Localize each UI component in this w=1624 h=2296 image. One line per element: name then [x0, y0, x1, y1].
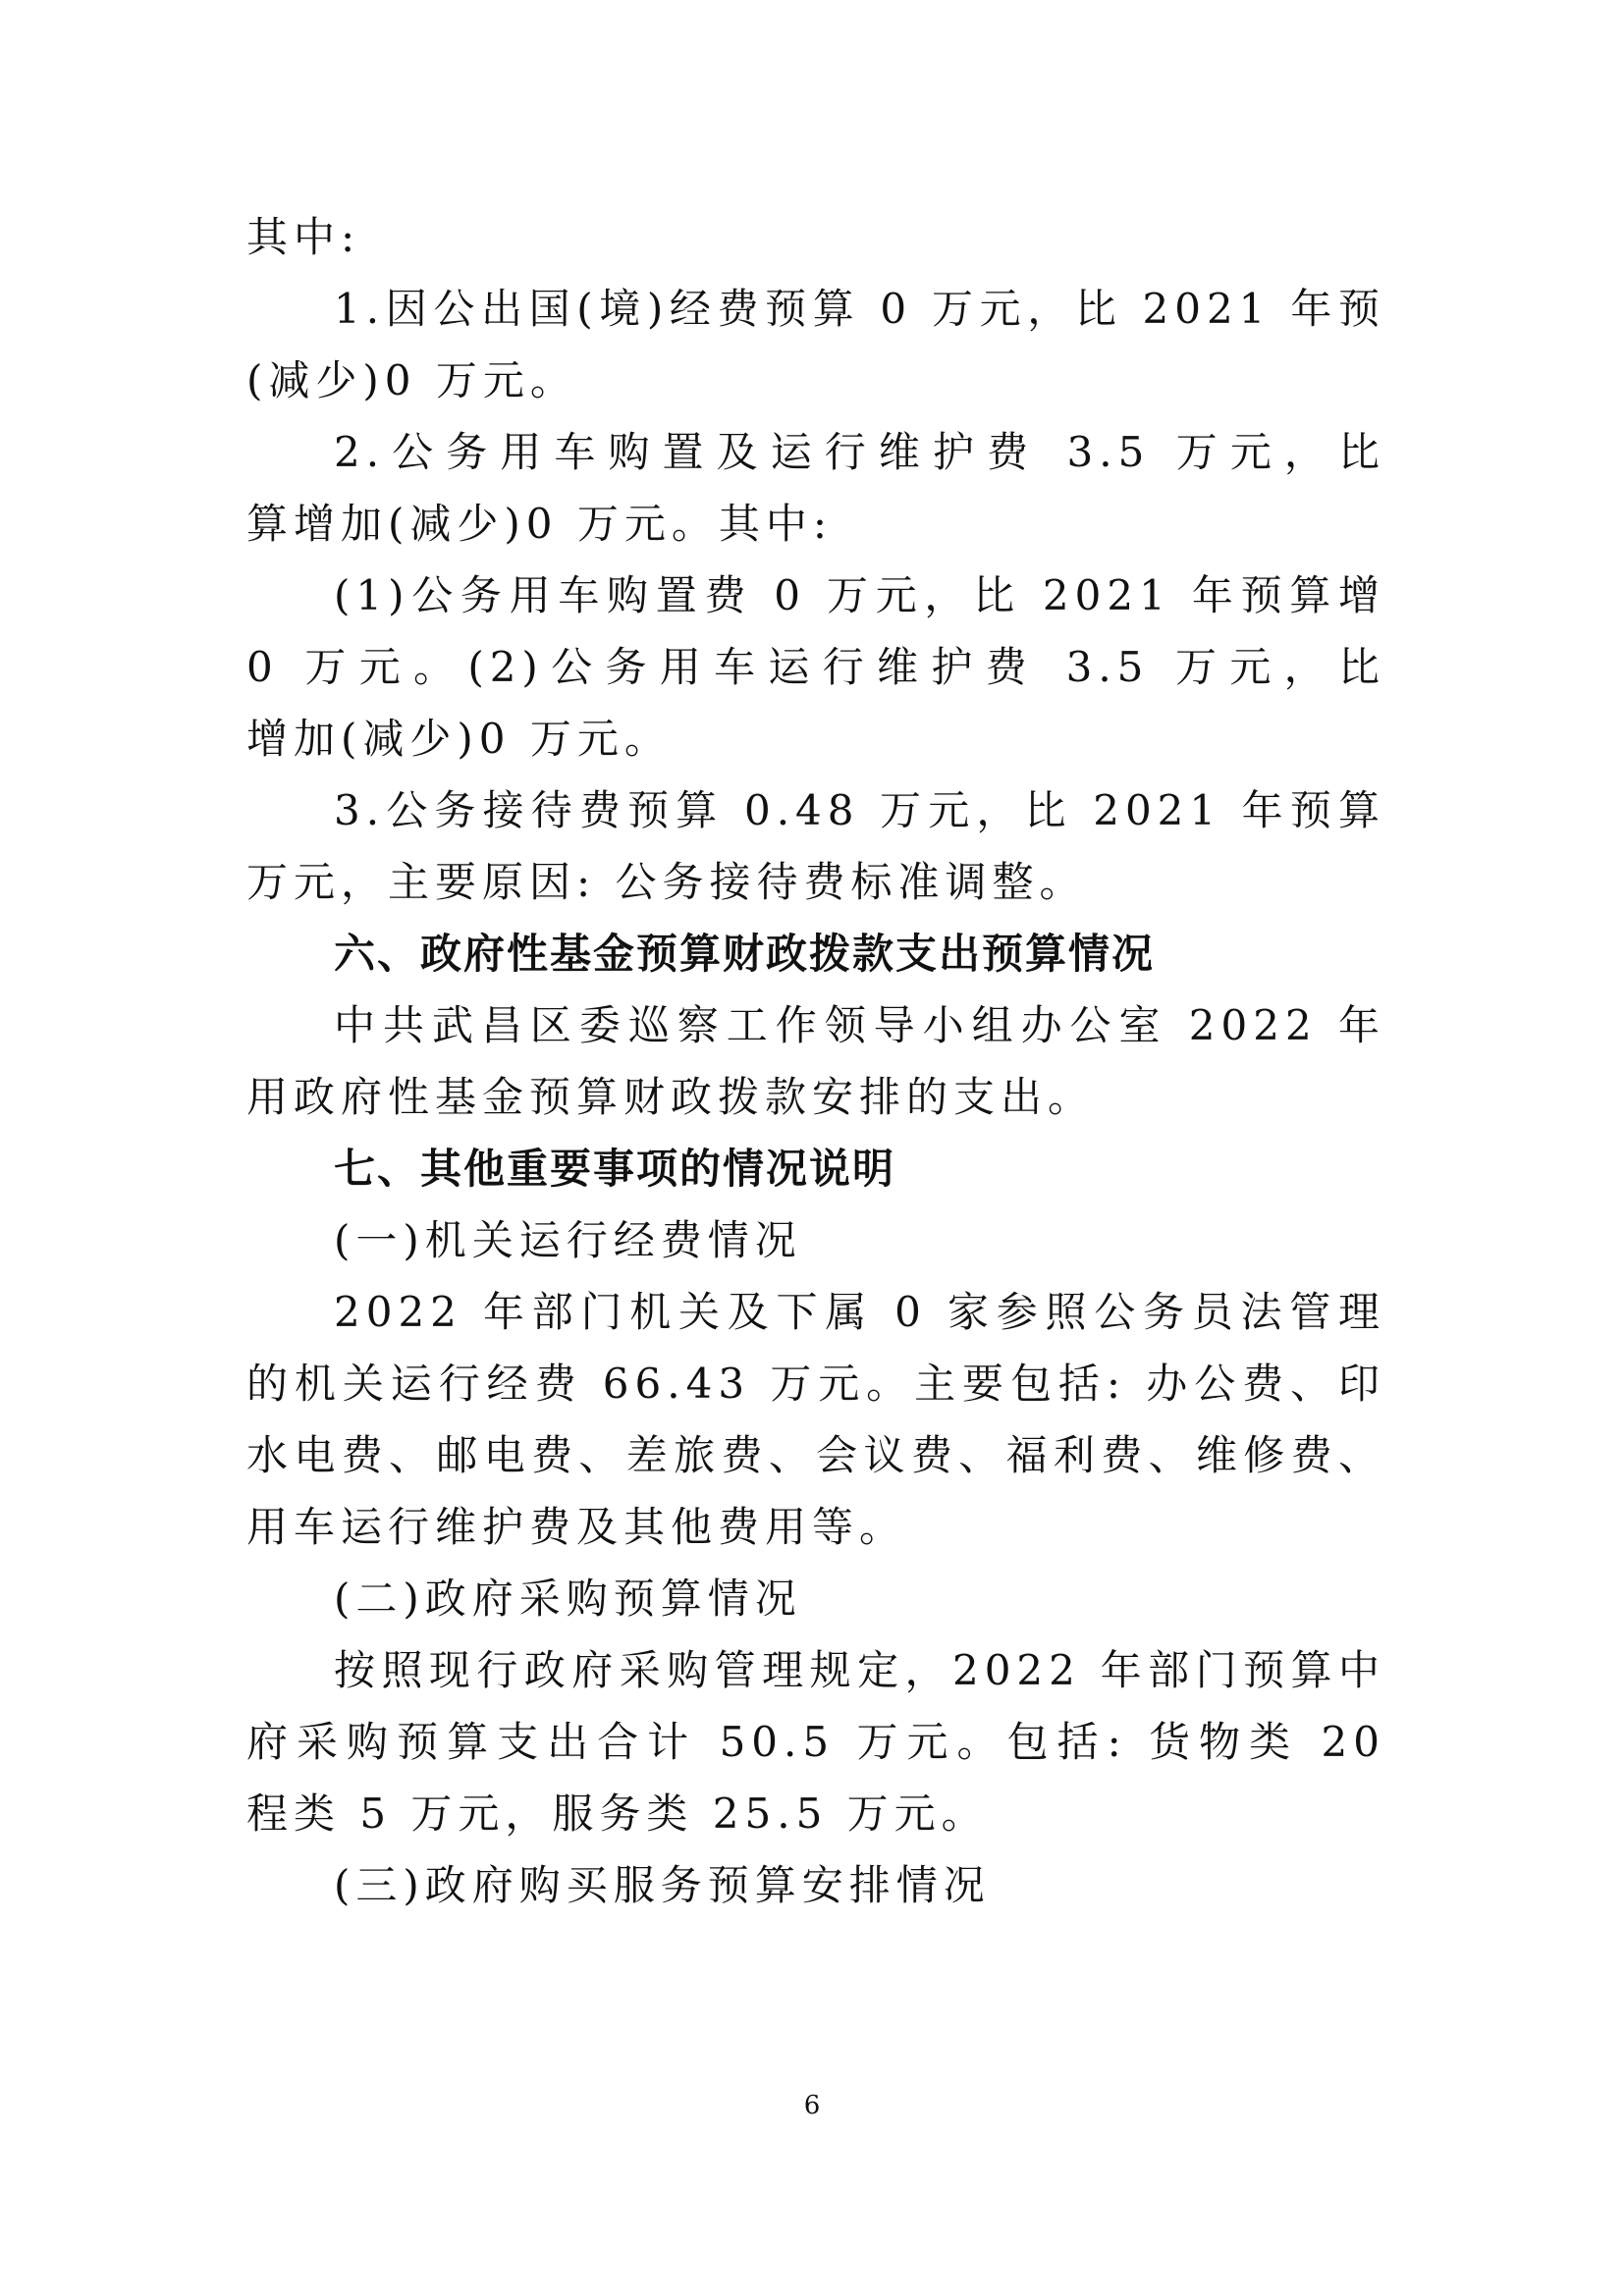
text-line-17: 的机关运行经费 66.43 万元。主要包括: 办公费、印	[246, 1360, 1385, 1408]
text-line-4: 2.公务用车购置及运行维护费 3.5 万元，比	[334, 428, 1385, 476]
text-line-19: 用车运行维护费及其他费用等。	[246, 1503, 907, 1551]
text-line-1: 其中:	[246, 213, 361, 261]
text-line-12: 中共武昌区委巡察工作领导小组办公室 2022 年	[334, 1001, 1385, 1049]
section-heading-7: 七、其他重要事项的情况说明	[334, 1145, 896, 1193]
subsection-heading-1: (一)机关运行经费情况	[334, 1216, 802, 1264]
page-number: 6	[803, 2091, 821, 2120]
text-line-16: 2022 年部门机关及下属 0 家参照公务员法管理	[334, 1288, 1385, 1336]
subsection-heading-2: (二)政府采购预算情况	[334, 1575, 802, 1623]
text-line-3: (减少)0 万元。	[246, 356, 577, 404]
text-line-13: 用政府性基金预算财政拨款安排的支出。	[246, 1073, 1096, 1121]
text-line-23: 程类 5 万元，服务类 25.5 万元。	[246, 1789, 989, 1838]
text-line-9: 3.公务接待费预算 0.48 万元，比 2021 年预算	[334, 786, 1385, 834]
text-line-2: 1.因公出国(境)经费预算 0 万元，比 2021 年预	[334, 285, 1385, 333]
text-line-8: 增加(减少)0 万元。	[246, 715, 672, 763]
text-line-6: (1)公务用车购置费 0 万元，比 2021 年预算增	[334, 571, 1385, 619]
text-line-18: 水电费、邮电费、差旅费、会议费、福利费、维修费、	[246, 1431, 1385, 1479]
subsection-heading-3: (三)政府购买服务预算安排情况	[334, 1861, 991, 1909]
text-line-21: 按照现行政府采购管理规定，2022 年部门预算中	[334, 1646, 1385, 1694]
text-line-10: 万元，主要原因: 公务接待费标准调整。	[246, 858, 1087, 906]
text-line-22: 府采购预算支出合计 50.5 万元。包括: 货物类 20	[246, 1718, 1385, 1766]
text-line-5: 算增加(减少)0 万元。其中:	[246, 500, 833, 548]
text-line-7: 0 万元。(2)公务用车运行维护费 3.5 万元，比	[246, 643, 1385, 691]
section-heading-6: 六、政府性基金预算财政拨款支出预算情况	[334, 930, 1156, 978]
